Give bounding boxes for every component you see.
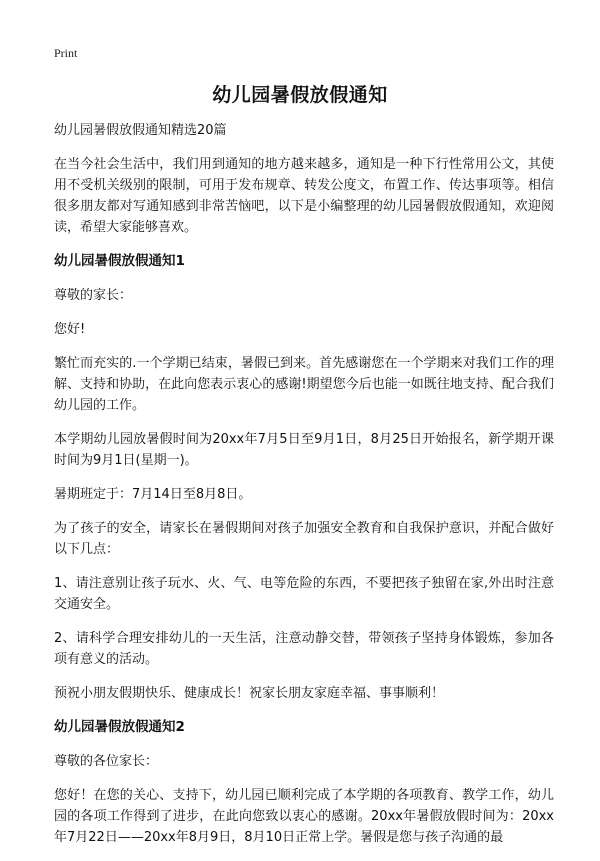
section-1-heading: 幼儿园暑假放假通知1 <box>54 253 185 269</box>
section-1-paragraph-1: 繁忙而充实的.一个学期已结束，暑假已到来。首先感谢您在一个学期来对我们工作的理解、支持和协助，在此向您表示衷心的感谢!期望您今后也能一如既往地支持、配合我们幼儿园的工作。 <box>54 356 554 413</box>
section-1-salutation: 尊敬的家长： <box>54 288 133 303</box>
section-1-paragraph-3: 暑期班定于：7月14日至8月8日。 <box>54 487 252 502</box>
document-body <box>54 120 554 861</box>
intro-paragraph: 在当今社会生活中，我们用到通知的地方越来越多，通知是一种下行性常用公文，其使用不受机关级别的限制，可用于发布规章、转发公度文，布置工作、传达事项等。相信很多朋友都对写通知感到非常苦恼吧，以下是小编整理的幼儿园暑假放假通知，欢迎阅读，希望大家能够喜欢。 <box>54 157 554 235</box>
section-1-paragraph-4: 为了孩子的安全，请家长在暑假期间对孩子加强安全教育和自我保护意识，并配合做好以下几点： <box>54 521 554 557</box>
section-2-salutation: 尊敬的各位家长： <box>54 754 159 769</box>
section-2-paragraph-1: 您好！在您的关心、支持下，幼儿园已顺利完成了本学期的各项教育、教学工作，幼儿园的各项工作得到了进步，在此向您致以衷心的感谢。20xx年暑假放假时间为：20xx年7月22日——20xx年8月9日，8月10日正常上学。暑假是您与孩子沟通的最 <box>54 788 554 845</box>
page-title: 幼儿园暑假放假通知 <box>212 84 388 106</box>
section-1-list-item-1: 1、请注意别让孩子玩水、火、气、电等危险的东西，不要把孩子独留在家,外出时注意交通安全。 <box>54 576 554 612</box>
section-1-closing: 预祝小朋友假期快乐、健康成长！祝家长朋友家庭幸福、事事顺利！ <box>54 686 445 701</box>
document-subtitle: 幼儿园暑假放假通知精选20篇 <box>54 123 227 138</box>
section-2-heading: 幼儿园暑假放假通知2 <box>54 719 185 735</box>
print-link[interactable]: Print <box>54 46 78 60</box>
section-1-paragraph-2: 本学期幼儿园放暑假时间为20xx年7月5日至9月1日，8月25日开始报名，新学期开课时间为9月1日(星期一)。 <box>54 432 554 468</box>
section-1-list-item-2: 2、请科学合理安排幼儿的一天生活，注意动静交替，带领孩子坚持身体锻炼，参加各项有意义的活动。 <box>54 631 554 667</box>
section-1-greeting: 您好! <box>54 322 86 337</box>
